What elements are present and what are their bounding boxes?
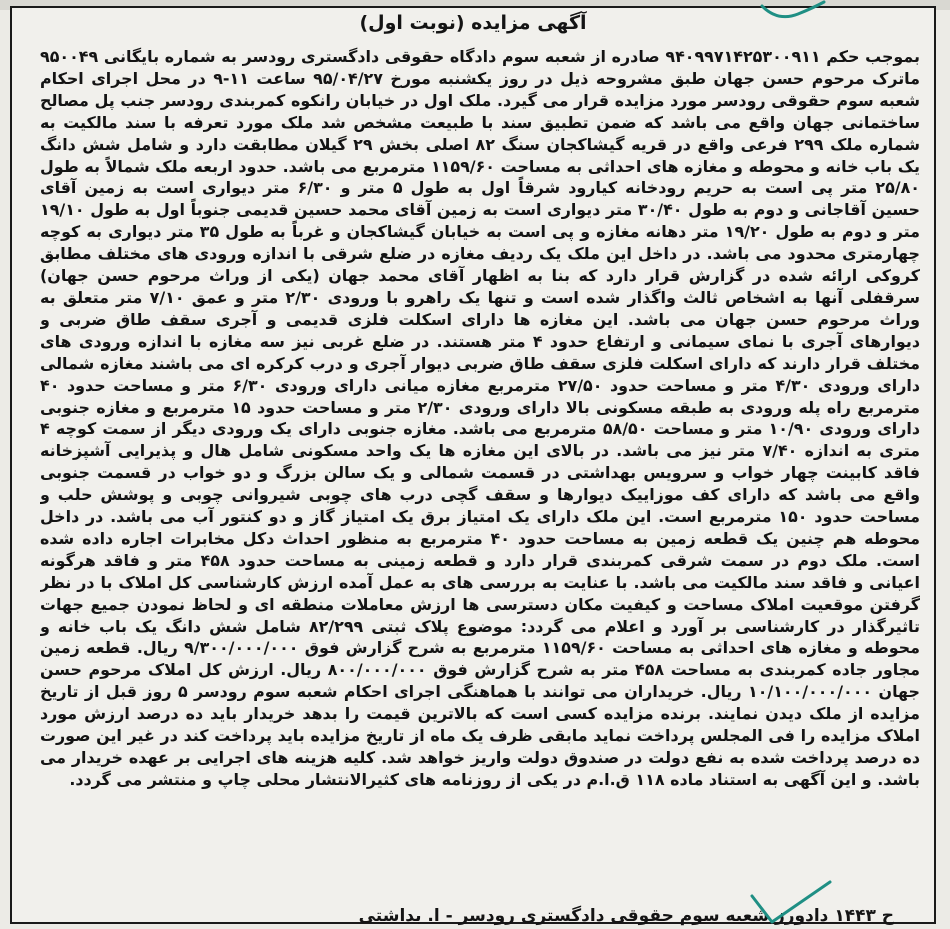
check-mark-bottom-icon	[746, 878, 836, 928]
notice-signature: ح ۱۴۴۳ دادورز شعبه سوم حقوقی دادگستری رودسر - ا. بداشتی	[358, 906, 894, 926]
check-mark-top-icon	[758, 0, 828, 24]
notice-frame	[10, 6, 936, 924]
notice-title: آگهی مزایده (نوبت اول)	[359, 12, 587, 34]
notice-body: بموجب حکم ۹۴۰۹۹۷۱۴۲۵۳۰۰۹۱۱ صادره از شعبه سوم دادگاه حقوقی دادگستری رودسر به شماره بایگانی ۹۵۰۰۴۹ ماترک مرحوم حسن جهان طبق مشروحه ذیل در روز یکشنبه مورخ ۹۵/۰۴/۲۷ ساعت ۱۱-۹ در محل اجرای احکام شعبه سوم حقوقی رودسر مورد مزایده قرار می گیرد. ملک اول در خیابان رانکوه کمربندی رودسر جنب پل مصالح ساختمانی جهان واقع می باشد که ضمن تطبیق سند با طبیعت مشخص شد ملک مورد تعرفه با سند مالکیت به شماره ملک ۲۹۹ فرعی واقع در قریه گیشاکجان سنگ ۸۲ اصلی بخش ۲۹ گیلان مطابقت دارد و شامل شش دانگ یک باب خانه و محوطه و مغازه های احداثی به مساحت ۱۱۵۹/۶۰ مترمربع می باشد. حدود اربعه ملک شمالاً به طول ۲۵/۸۰ متر پی است به حریم رودخانه کیارود شرقاً اول به طول ۵ متر و ۶/۳۰ متر دیواری است به زمین آقای حسین آقاجانی و دوم به طول ۳۰/۴۰ متر دیواری است به زمین آقای محمد حسین قدیمی جنوباً اول به طول ۱۹/۱۰ متر و دوم به طول ۱۹/۲۰ متر دهانه مغازه و پی است به خیابان گیشاکجان و غرباً به طول ۳۵ متر دیواری به کوچه چهارمتری محدود می باشد. در داخل این ملک یک ردیف مغازه در ضلع شرقی با اندازه ورودی های مختلف مطابق کروکی ارائه شده در گزارش قرار دارد که بنا به اظهار آقای محمد جهان (یکی از وراث مرحوم حسن جهان) سرقفلی آنها به اشخاص ثالث واگذار شده است و تنها یک راهرو با ورودی ۲/۳۰ متر و عمق ۷/۱۰ متر متعلق به وراث مرحوم حسن جهان می باشد. این مغازه ها دارای اسکلت فلزی قدیمی و آجری سقف طاق ضربی و دیوارهای آجری با نمای سیمانی و ارتفاع حدود ۴ متر هستند. در ضلع غربی نیز سه مغازه با اندازه ورودی های مختلف قرار دارند که دارای اسکلت فلزی سقف طاق ضربی دیوار آجری و درب کرکره ای می باشند مغازه شمالی دارای ورودی ۴/۳۰ متر و مساحت حدود ۲۷/۵۰ مترمربع مغازه میانی دارای ورودی ۶/۳۰ متر و مساحت حدود ۴۰ مترمربع راه پله ورودی به طبقه مسکونی بالا دارای ورودی ۲/۳۰ متر و مساحت حدود ۱۵ مترمربع و مغازه جنوبی دارای ورودی ۱۰/۹۰ متر و مساحت ۵۸/۵۰ مترمربع می باشد. مغازه جنوبی دارای یک ورودی دیگر از سمت کوچه ۴ متری به اندازه ۷/۴۰ متر نیز می باشد. در بالای این مغازه ها یک واحد مسکونی شامل هال و پذیرایی آشپزخانه فاقد کابینت چهار خواب و سرویس بهداشتی در قسمت شمالی و یک سالن بزرگ و دو خواب در قسمت جنوبی واقع می باشد که دارای کف موزاییک دیوارها و سقف گچی درب های چوبی شیروانی چوبی و پوشش حلب و مساحت حدود ۱۵۰ مترمربع است. این ملک دارای یک امتیاز برق یک امتیاز گاز و دو کنتور آب می باشد. در داخل محوطه هم چنین یک قطعه زمین به مساحت حدود ۴۰ مترمربع به منظور احداث دکل مخابرات اجاره داده شده است. ملک دوم در سمت شرقی کمربندی قرار دارد و قطعه زمینی به مساحت حدود ۴۵۸ متر و فاقد هرگونه اعیانی و فاقد سند مالکیت می باشد. با عنایت به بررسی های به عمل آمده ارزش کارشناسی کل املاک با در نظر گرفتن موقعیت املاک مساحت و کیفیت مکان دسترسی ها ارزش معاملات منطقه ای و لحاظ نمودن جمیع جهات تاثیرگذار در کارشناسی بر آورد و اعلام می گردد: موضوع پلاک ثبتی ۸۲/۲۹۹ شامل شش دانگ یک باب خانه و محوطه و مغازه های احداثی به مساحت ۱۱۵۹/۶۰ مترمربع به شرح گزارش فوق ۹/۳۰۰/۰۰۰/۰۰۰ ریال. قطعه زمین مجاور جاده کمربندی به مساحت ۴۵۸ متر به شرح گزارش فوق ۸۰۰/۰۰۰/۰۰۰ ریال. ارزش کل املاک مرحوم حسن جهان ۱۰/۱۰۰/۰۰۰/۰۰۰ ریال. خریداران می توانند با هماهنگی اجرای احکام شعبه سوم رودسر ۵ روز قبل از تاریخ مزایده از ملک دیدن نمایند. برنده مزایده کسی است که بالاترین قیمت را بدهد خریدار باید ده درصد ارزش مورد املاک مزایده را فی المجلس پرداخت نماید مابقی ظرف یک ماه از تاریخ مزایده باید پرداخت کند در غیر این صورت ده درصد پرداخت شده به نفع دولت در صندوق دولت واریز خواهد شد. کلیه هزینه های اجرایی بر عهده خریدار می باشد. و این آگهی به استناد ماده ۱۱۸ ق.ا.م در یکی از روزنامه های کثیرالانتشار محلی چاپ و منتشر می گردد.	[40, 47, 920, 789]
